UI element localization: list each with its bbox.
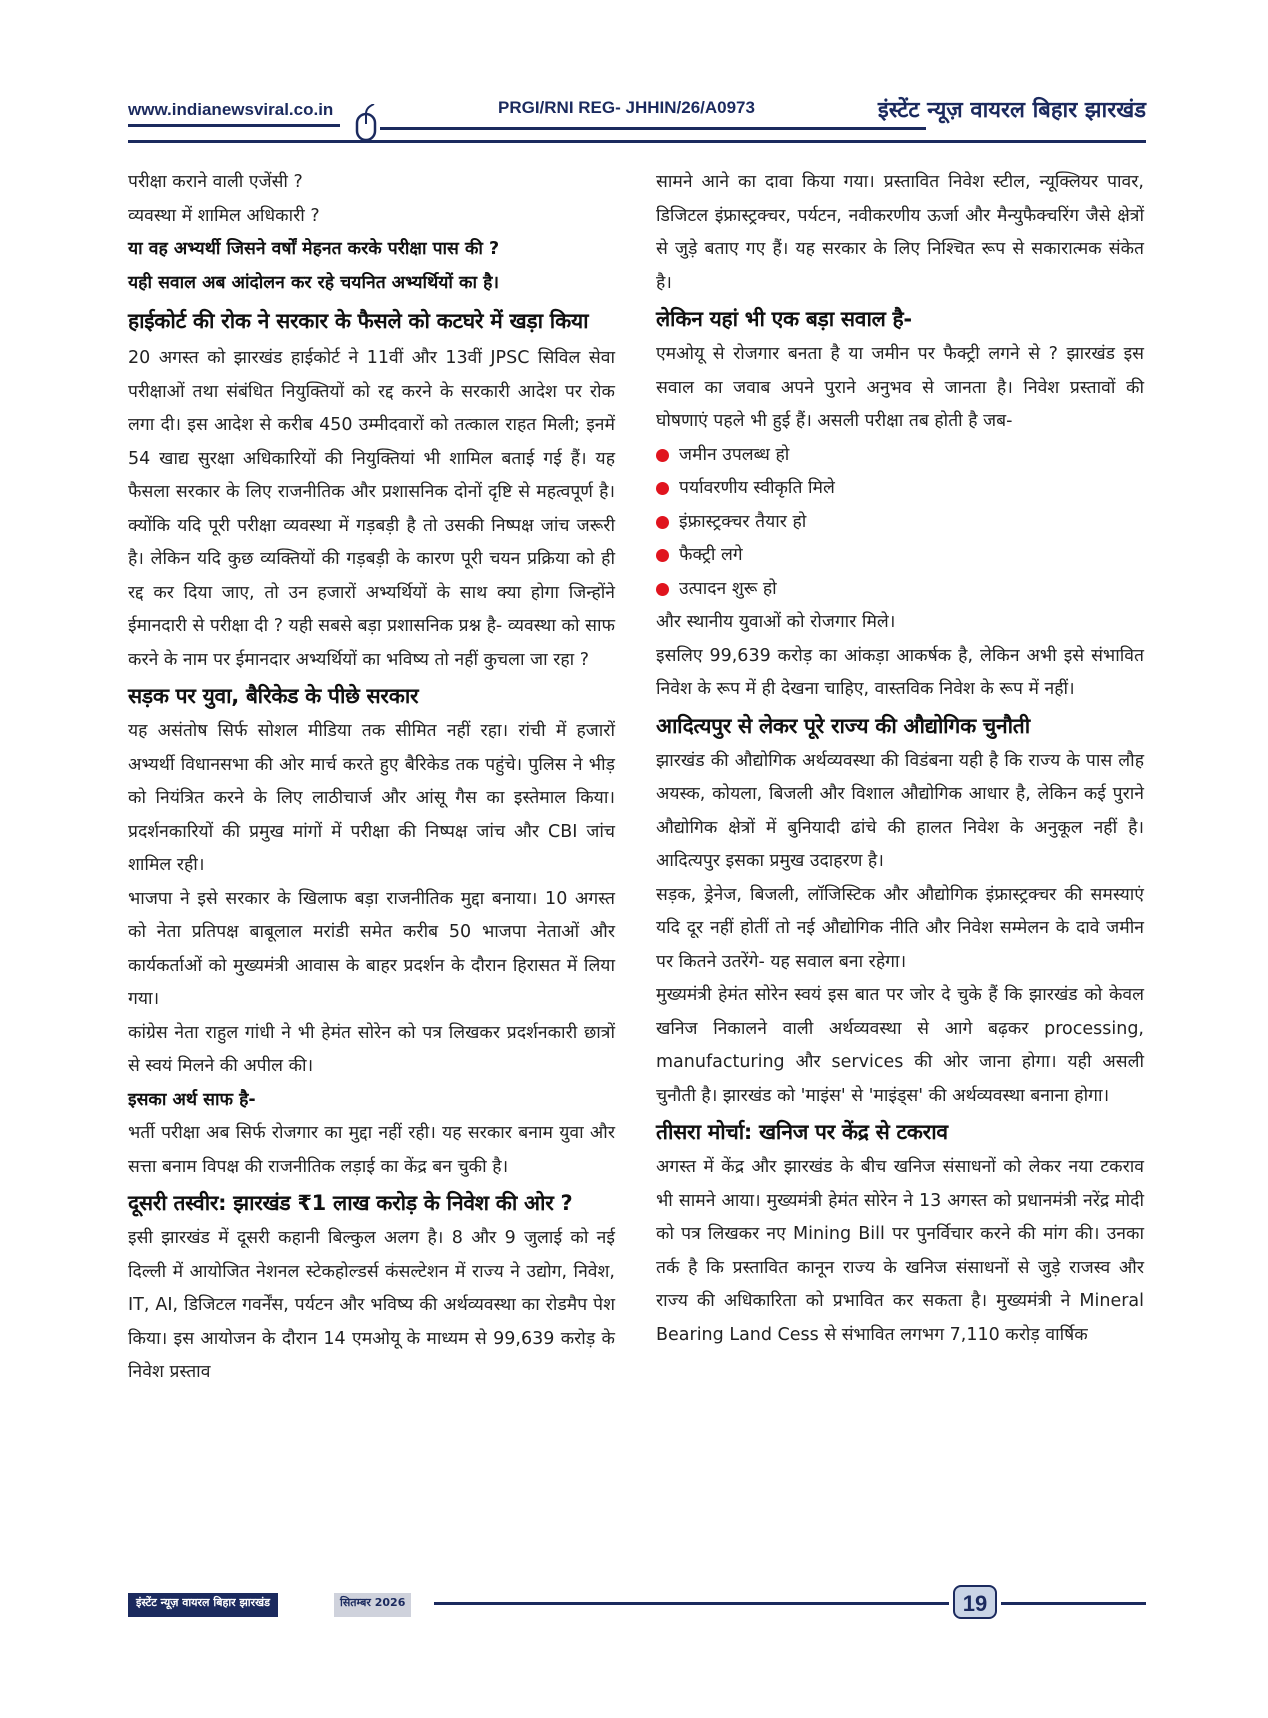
list-item-text: उत्पादन शुरू हो	[679, 578, 777, 599]
page-footer	[128, 1585, 1146, 1625]
list-item-text: जमीन उपलब्ध हो	[679, 444, 790, 465]
list-item	[656, 439, 1144, 473]
section-heading: सड़क पर युवा, बैरिकेड के पीछे सरकार	[128, 684, 419, 708]
paragraph: सामने आने का दावा किया गया। प्रस्तावित निवेश स्टील, न्यूक्लियर पावर, डिजिटल इंफ्रास्ट्रक्चर, पर्यटन, नवीकरणीय ऊर्जा और मैन्युफैक्चरिंग जैसे क्षेत्रों से जुड़े बताए गए हैं। यह सरकार के लिए निश्चित रूप से सकारात्मक संकेत है।	[656, 172, 1144, 293]
list-item-text: इंफ्रास्ट्रक्चर तैयार हो	[679, 511, 807, 532]
section-heading: आदित्यपुर से लेकर पूरे राज्य की औद्योगिक चुनौती	[656, 713, 1030, 738]
list-item-text: पर्यावरणीय स्वीकृति मिले	[679, 478, 835, 498]
list-item-text: फैक्ट्री लगे	[679, 545, 743, 565]
paragraph: अगस्त में केंद्र और झारखंड के बीच खनिज संसाधनों को लेकर नया टकराव भी सामने आया। मुख्यमंत्री हेमंत सोरेन ने 13 अगस्त को प्रधानमंत्री नरेंद्र मोदी को पत्र लिखकर नए Mining Bill पर पुनर्विचार करने की मांग की। उनका तर्क है कि प्रस्तावित कानून राज्य के खनिज संसाधनों से जुड़े राजस्व और राज्य की अधिकारिता को प्रभावित कर सकता है। मुख्यमंत्री ने Mineral Bearing Land Cess से संभावित लगभग 7,110 करोड़ वार्षिक	[656, 1157, 1144, 1345]
paragraph: झारखंड की औद्योगिक अर्थव्यवस्था की विडंबना यही है कि राज्य के पास लौह अयस्क, कोयला, बिजली और विशाल औद्योगिक आधार है, लेकिन कई पुराने औद्योगिक क्षेत्रों में बुनियादी ढांचे की हालत निवेश के अनुकूल नहीं है। आदित्यपुर इसका प्रमुख उदाहरण है।	[656, 750, 1144, 871]
header-rule	[380, 127, 926, 130]
list-item	[656, 472, 1144, 506]
left-column	[128, 166, 615, 1390]
paragraph: भाजपा ने इसे सरकार के खिलाफ बड़ा राजनीतिक मुद्दा बनाया। 10 अगस्त को नेता प्रतिपक्ष बाबूलाल मरांडी समेत करीब 50 भाजपा नेताओं और कार्यकर्ताओं को मुख्यमंत्री आवास के बाहर प्रदर्शन के दौरान हिरासत में लिया गया।	[128, 888, 615, 1009]
masthead-brand: इंस्टेंट न्यूज़ वायरल बिहार झारखंड	[877, 98, 1146, 123]
footer-brand: इंस्टेंट न्यूज़ वायरल बिहार झारखंड	[128, 1593, 278, 1617]
paragraph: इसी झारखंड में दूसरी कहानी बिल्कुल अलग है। 8 और 9 जुलाई को नई दिल्ली में आयोजित नेशनल स्टेकहोल्डर्स कंसल्टेशन में राज्य ने उद्योग, निवेश, IT, AI, डिजिटल गवर्नेंस, पर्यटन और भविष्य की अर्थव्यवस्था का रोडमैप पेश किया। इस आयोजन के दौरान 14 एमओयू के माध्यम से 99,639 करोड़ के निवेश प्रस्ताव	[128, 1228, 615, 1382]
section-heading: लेकिन यहां भी एक बड़ा सवाल है-	[656, 307, 912, 331]
bullet-list	[656, 439, 1144, 607]
header-rule-base	[128, 140, 1146, 143]
bullet-icon	[656, 549, 669, 562]
paragraph: इसलिए 99,639 करोड़ का आंकड़ा आकर्षक है, लेकिन अभी इसे संभावित निवेश के रूप में ही देखना चाहिए, वास्तविक निवेश के रूप में नहीं।	[656, 645, 1144, 699]
website-url[interactable]: www.indianewsviral.co.in	[128, 100, 334, 119]
bullet-icon	[656, 583, 669, 596]
question-line: परीक्षा कराने वाली एजेंसी ?	[128, 172, 303, 192]
paragraph: 20 अगस्त को झारखंड हाईकोर्ट ने 11वीं और 13वीं JPSC सिविल सेवा परीक्षाओं तथा संबंधित नियुक्तियों को रद्द करने के सरकारी आदेश पर रोक लगा दी। इस आदेश से करीब 450 उम्मीदवारों को तत्काल राहत मिली; इनमें 54 खाद्य सुरक्षा अधिकारियों की नियुक्तियां भी शामिल बताई गई हैं। यह फैसला सरकार के लिए राजनीतिक और प्रशासनिक दोनों दृष्टि से महत्वपूर्ण है। क्योंकि यदि पूरी परीक्षा व्यवस्था में गड़बड़ी है तो उसकी निष्पक्ष जांच जरूरी है। लेकिन यदि कुछ व्यक्तियों की गड़बड़ी के कारण पूरी चयन प्रक्रिया को ही रद्द कर दिया जाए, तो उन हजारों अभ्यर्थियों के साथ क्या होगा जिन्होंने ईमानदारी से परीक्षा दी ? यही सबसे बड़ा प्रशासनिक प्रश्न है- व्यवस्था को साफ करने के नाम पर ईमानदार अभ्यर्थियों का भविष्य तो नहीं कुचला जा रहा ?	[128, 348, 615, 670]
bullet-icon	[656, 449, 669, 462]
list-item	[656, 539, 1144, 573]
paragraph: मुख्यमंत्री हेमंत सोरेन स्वयं इस बात पर जोर दे चुके हैं कि झारखंड को केवल खनिज निकालने वाली अर्थव्यवस्था से आगे बढ़कर processing, manufacturing और services की ओर जाना होगा। यही असली चुनौती है। झारखंड को 'माइंस' से 'माइंड्स' की अर्थव्यवस्था बनाना होगा।	[656, 985, 1144, 1106]
paragraph: सड़क, ड्रेनेज, बिजली, लॉजिस्टिक और औद्योगिक इंफ्रास्ट्रक्चर की समस्याएं यदि दूर नहीं होतीं तो नई औद्योगिक नीति और निवेश सम्मेलन के दावे जमीन पर कितने उतरेंगे- यह सवाल बना रहेगा।	[656, 884, 1144, 972]
paragraph: भर्ती परीक्षा अब सिर्फ रोजगार का मुद्दा नहीं रही। यह सरकार बनाम युवा और सत्ता बनाम विपक्ष की राजनीतिक लड़ाई का केंद्र बन चुकी है।	[128, 1123, 615, 1177]
question-line: या वह अभ्यर्थी जिसने वर्षों मेहनत करके परीक्षा पास की ?	[128, 239, 500, 259]
right-column	[656, 166, 1144, 1352]
header-rule	[128, 124, 340, 127]
registration-number: PRGI/RNI REG- JHHIN/26/A0973	[498, 98, 755, 117]
section-heading: हाईकोर्ट की रोक ने सरकार के फैसले को कटघरे में खड़ा किया	[128, 309, 589, 333]
section-heading: तीसरा मोर्चा: खनिज पर केंद्र से टकराव	[656, 1120, 948, 1144]
list-item	[656, 506, 1144, 540]
paragraph: और स्थानीय युवाओं को रोजगार मिले।	[656, 612, 896, 632]
issue-month: सितम्बर 2026	[334, 1593, 411, 1617]
bullet-icon	[656, 482, 669, 495]
list-item	[656, 573, 1144, 607]
paragraph: यह असंतोष सिर्फ सोशल मीडिया तक सीमित नहीं रहा। रांची में हजारों अभ्यर्थी विधानसभा की ओर मार्च करते हुए बैरिकेड तक पहुंचे। पुलिस ने भीड़ को नियंत्रित करने के लिए लाठीचार्ज और आंसू गैस का इस्तेमाल किया। प्रदर्शनकारियों की प्रमुख मांगों में परीक्षा की निष्पक्ष जांच और CBI जांच शामिल रही।	[128, 721, 615, 875]
mouse-icon	[354, 104, 380, 144]
subheading: इसका अर्थ साफ है-	[128, 1089, 256, 1110]
page-header	[128, 96, 1146, 146]
paragraph: एमओयू से रोजगार बनता है या जमीन पर फैक्ट्री लगने से ? झारखंड इस सवाल का जवाब अपने पुराने अनुभव से जानता है। निवेश प्रस्तावों की घोषणाएं पहले भी हुई हैं। असली परीक्षा तब होती है जब-	[656, 344, 1144, 431]
bullet-icon	[656, 516, 669, 529]
page-number: 19	[953, 1585, 997, 1619]
question-line: व्यवस्था में शामिल अधिकारी ?	[128, 205, 320, 226]
footer-rule	[1001, 1602, 1146, 1605]
footer-rule	[434, 1602, 949, 1605]
section-heading: दूसरी तस्वीर: झारखंड ₹1 लाख करोड़ के निवेश की ओर ?	[128, 1191, 573, 1215]
paragraph: कांग्रेस नेता राहुल गांधी ने भी हेमंत सोरेन को पत्र लिखकर प्रदर्शनकारी छात्रों से स्वयं मिलने की अपील की।	[128, 1022, 615, 1076]
question-line: यही सवाल अब आंदोलन कर रहे चयनित अभ्यर्थियों का है।	[128, 272, 500, 293]
